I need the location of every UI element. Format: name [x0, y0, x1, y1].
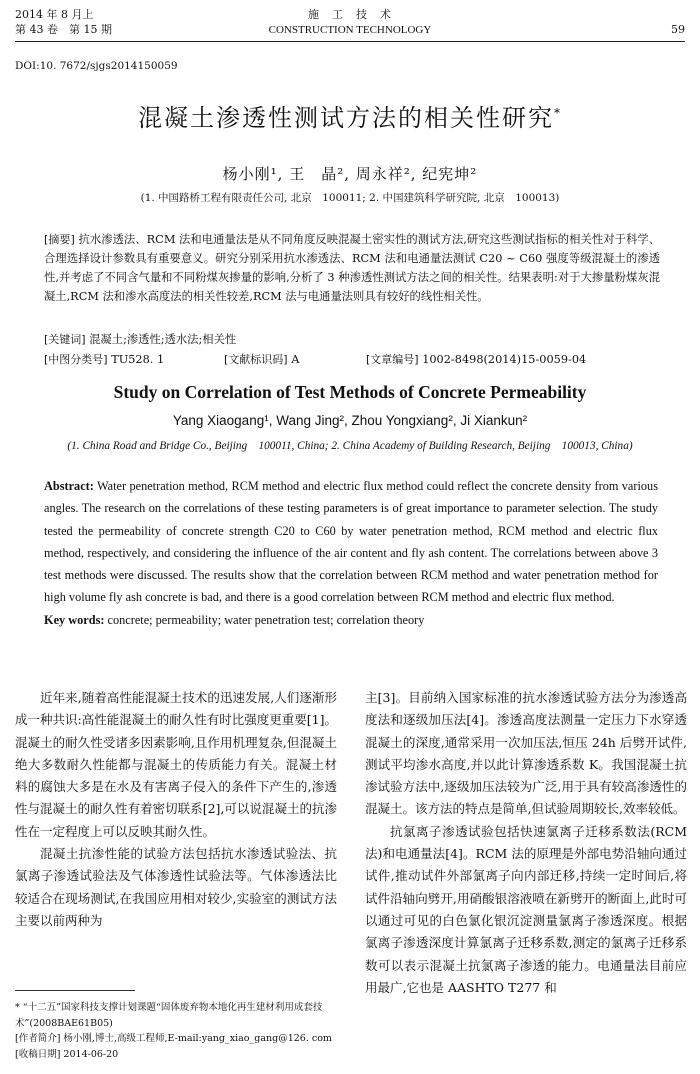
en-authors: Yang Xiaogang¹, Wang Jing², Zhou Yongxiang², Ji Xiankun²: [172, 413, 528, 428]
page-number: 59: [671, 23, 685, 36]
clc-label: [中图分类号]: [44, 353, 108, 366]
header-rule: [15, 41, 685, 42]
en-abstract-label: Abstract:: [44, 479, 94, 493]
body-paragraph: 近年来,随着高性能混凝土技术的迅速发展,人们逐渐形成一种共识:高性能混凝土的耐久性有时比强度更重要[1]。混凝土的耐久性受诸多因素影响,且作用机理复杂,但混凝土绝大多数耐久性能都与混凝土的传质能力有关。混凝土材料的腐蚀大多是在水及有害离子侵入的条件下产生的,渗透性与混凝土的耐久性有着密切联系[2],可以说混凝土的抗渗性在一定程度上可以反映其耐久性。: [15, 690, 337, 839]
cn-abstract-text: 抗水渗透法、RCM 法和电通量法是从不同角度反映混凝土密实性的测试方法,研究这些测试指标的相关性对于科学、合理选择设计参数具有重要意义。研究分别采用抗水渗透法、RCM 法和电通量法测试 C20 ~ C60 强度等级混凝土的渗透性,并考虑了不同含气量和不同粉煤灰掺量的影响,分析了 3 种渗透性测试方法之间的相关性。结果表明:对于大掺量粉煤灰混凝土,RCM 法和渗水高度法的相关性较差,RCM 法与电通量法则具有较好的线性相关性。: [44, 233, 661, 303]
cn-abstract: [44, 230, 660, 306]
cn-keywords-label: [关键词]: [44, 333, 86, 346]
title-footnote-mark: *: [554, 106, 562, 120]
body-left-column: [15, 687, 337, 932]
doc-code-label: [文献标识码]: [224, 353, 288, 366]
funding-footnote: * “十二五”国家科技支撑计划课题“固体废弃物本地化再生建材利用成套技术”(2008BAE61B05): [15, 1002, 323, 1029]
page-title: [0, 98, 700, 133]
clc-value: TU528. 1: [111, 353, 165, 366]
article-number-value: 1002-8498(2014)15-0059-04: [422, 353, 587, 366]
cn-abstract-label: [摘要]: [44, 233, 75, 246]
cn-affiliation: (1. 中国路桥工程有限责任公司, 北京 100011; 2. 中国建筑科学研究院, 北京 100013): [140, 192, 560, 204]
cn-authors: 杨小刚¹, 王 晶², 周永祥², 纪宪坤²: [222, 165, 478, 183]
en-affiliation: (1. China Road and Bridge Co., Beijing 100011, China; 2. China Academy of Building Research, Beijing 100013, China): [67, 440, 633, 452]
body-paragraph: 混凝土抗渗性能的试验方法包括抗水渗透试验法、抗氯离子渗透试验法及气体渗透性试验法等。气体渗透法比较适合在现场测试,在我国应用相对较少,实验室的测试方法主要以前两种为: [15, 846, 337, 928]
issue-date: 2014 年 8 月上: [15, 8, 94, 21]
received-date-footnote: [收稿日期] 2014-06-20: [15, 1048, 119, 1060]
en-keywords-text: concrete; permeability; water penetration test; correlation theory: [107, 612, 425, 627]
en-abstract-text: Water penetration method, RCM method and electric flux method could reflect the concrete density from various angles. The research on the correlations of these testing parameters is of great importance to parameter selection. The study tested the permeability of concrete strength C20 to C60 by water penetration method, RCM method and electric flux method, respectively, and considering the influence of the air content and fly ash content. The correlations between above 3 test methods were discussed. The results show that the correlation between RCM method and water penetration method for high volume fly ash concrete is bad, and there is a good correlation between RCM method and electric flux method.: [44, 479, 658, 605]
en-abstract: [44, 475, 658, 631]
footnote-rule: [15, 990, 135, 991]
article-number-label: [文章编号]: [366, 353, 419, 366]
doc-code-value: A: [291, 353, 300, 366]
author-bio-footnote: [作者简介] 杨小刚,博士,高级工程师,E-mail:yang_xiao_gang@126. com: [15, 1033, 332, 1044]
cn-keywords: [44, 330, 660, 349]
cn-title-text: 混凝土渗透性测试方法的相关性研究: [138, 104, 554, 132]
en-title: Study on Correlation of Test Methods of Concrete Permeability: [113, 382, 587, 402]
body-paragraph: 主[3]。目前纳入国家标准的抗水渗透试验方法分为渗透高度法和逐级加压法[4]。渗透高度法测量一定压力下水穿透混凝土的深度,通常采用一次加压法,恒压 24h 后劈开试件,测试平均渗水高度,并以此计算渗透系数 K。我国混凝土抗渗试验方法中,逐级加压法较为广泛,用于具有较高渗透性的混凝土。该方法的特点是简单,但试验周期较长,效率较低。: [365, 690, 687, 817]
body-paragraph: 抗氯离子渗透试验包括快速氯离子迁移系数法(RCM 法)和电通量法[4]。RCM 法的原理是外部电势沿轴向通过试件,推动试件外部氯离子向内部迁移,持续一定时间后,将试件沿轴向劈开,用硝酸银溶液喷在新劈开的断面上,此时可以通过可见的白色氯化银沉淀测量氯离子渗透深度。根据氯离子渗透深度计算氯离子迁移系数,测定的氯离子迁移系数可以表示混凝土抗氯离子渗透的能力。电通量法目前应用最广,它也是 AASHTO T277 和: [365, 823, 687, 995]
body-right-column: [365, 687, 687, 999]
cn-keywords-text: 混凝土;渗透性;透水法;相关性: [89, 333, 237, 346]
issue-volume: 第 43 卷 第 15 期: [15, 23, 112, 36]
journal-name-en: CONSTRUCTION TECHNOLOGY: [268, 24, 432, 36]
footnotes: [15, 1000, 340, 1062]
doi: DOI:10. 7672/sjgs2014150059: [15, 60, 178, 72]
en-keywords-label: Key words:: [44, 612, 105, 627]
journal-name-cn: 施 工 技 术: [308, 8, 392, 21]
